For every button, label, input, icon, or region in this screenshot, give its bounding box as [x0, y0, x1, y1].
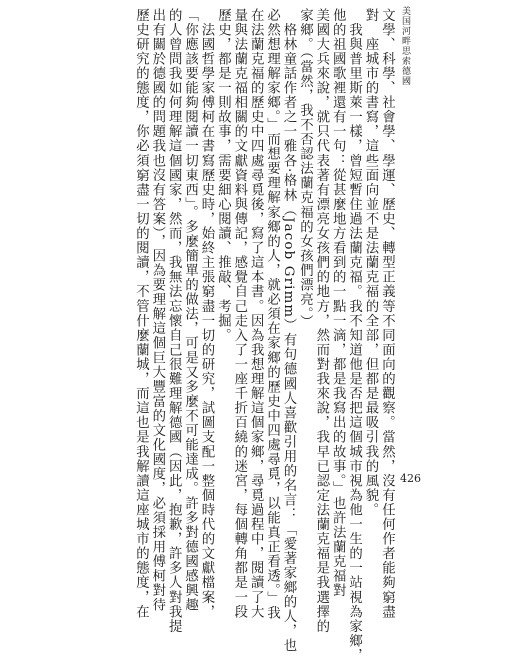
text-line: 法國哲學家傅柯在書寫歷史時，始終主張窮盡一切的研究，試圖支配一整個時代的文獻檔案， — [199, 8, 214, 620]
text-line: 文學、科學、社會學、學運、歷史、轉型正義等不同面向的觀察。當然，沒有任何作者能夠窮盡 — [379, 8, 395, 620]
text-line: 他的祖國歌裡還有一句：從甚麼地方看到的一點一滴，都是我寫出的故事。」也許法蘭克福對 — [330, 8, 346, 598]
text-line: 我與普里斯萊一樣，曾短暫住過法蘭克福。我不知道他是否把這個城市視為他一生的一站視為家鄉， — [346, 8, 362, 663]
text-line: 格林童話作者之一雅各‧格林（Jacob Grimm）有句德國人喜歡引用的名言：「愛著家鄉的人，也 — [281, 8, 296, 653]
text-line: 在法蘭克福的歷史中四處尋覓後，寫了這本書。因為我想理解這個家鄉，尋覓過程中，閱讀了大 — [248, 8, 264, 620]
page-number: 426 — [400, 472, 421, 485]
text-line: 的人曾問我如何理解這個國家，然而，我無法忘懷自己很難理解德國（因此，抱歉，許多人對我提 — [166, 8, 182, 634]
text-line: 歷史，都是一則故事，需要細心閱讀、推敲、考掘。 — [215, 8, 231, 343]
running-head: 美国河畔思索德國 — [400, 6, 410, 86]
text-line: 出有關於德國的問題我也沒有答案），因為要理解這個巨大豐富的文化國度，必須採用傅柯對待 — [149, 8, 165, 613]
text-line: 量與法蘭克福相關的文獻資料與傳記，感覺自己走入了一座千折百繞的迷宮，每個轉角都是一段 — [231, 8, 247, 620]
text-line: 必然想理解家鄉。」而想要理解家鄉的人，就必須在家鄉的歷史中四處尋覓，以能真正看透。」我 — [264, 8, 280, 621]
text-line: 家鄉。（當然，我不否認法蘭克福的女孩們漂亮。） — [297, 8, 313, 330]
text-line: 歷史研究的態度，你必須窮盡一切的閱讀，不管什麼蘭城，而這也是我解讀這座城市的態度，在 — [133, 8, 149, 620]
text-line: 美國大兵來說，就只代表著有漂亮女孩們的地方，然而對我來說，我早已認定法蘭克福是我選擇的 — [313, 8, 329, 634]
text-line: 對 座城市的書寫，這些面向並不是法蘭克福的全部，但都是最吸引我的風貌。 — [363, 8, 378, 518]
text-line: 「你應該要能夠閱讀一切東西」。多麼簡單的做法，可是又多麼不可能達成。許多對德國感興趣 — [182, 8, 198, 613]
